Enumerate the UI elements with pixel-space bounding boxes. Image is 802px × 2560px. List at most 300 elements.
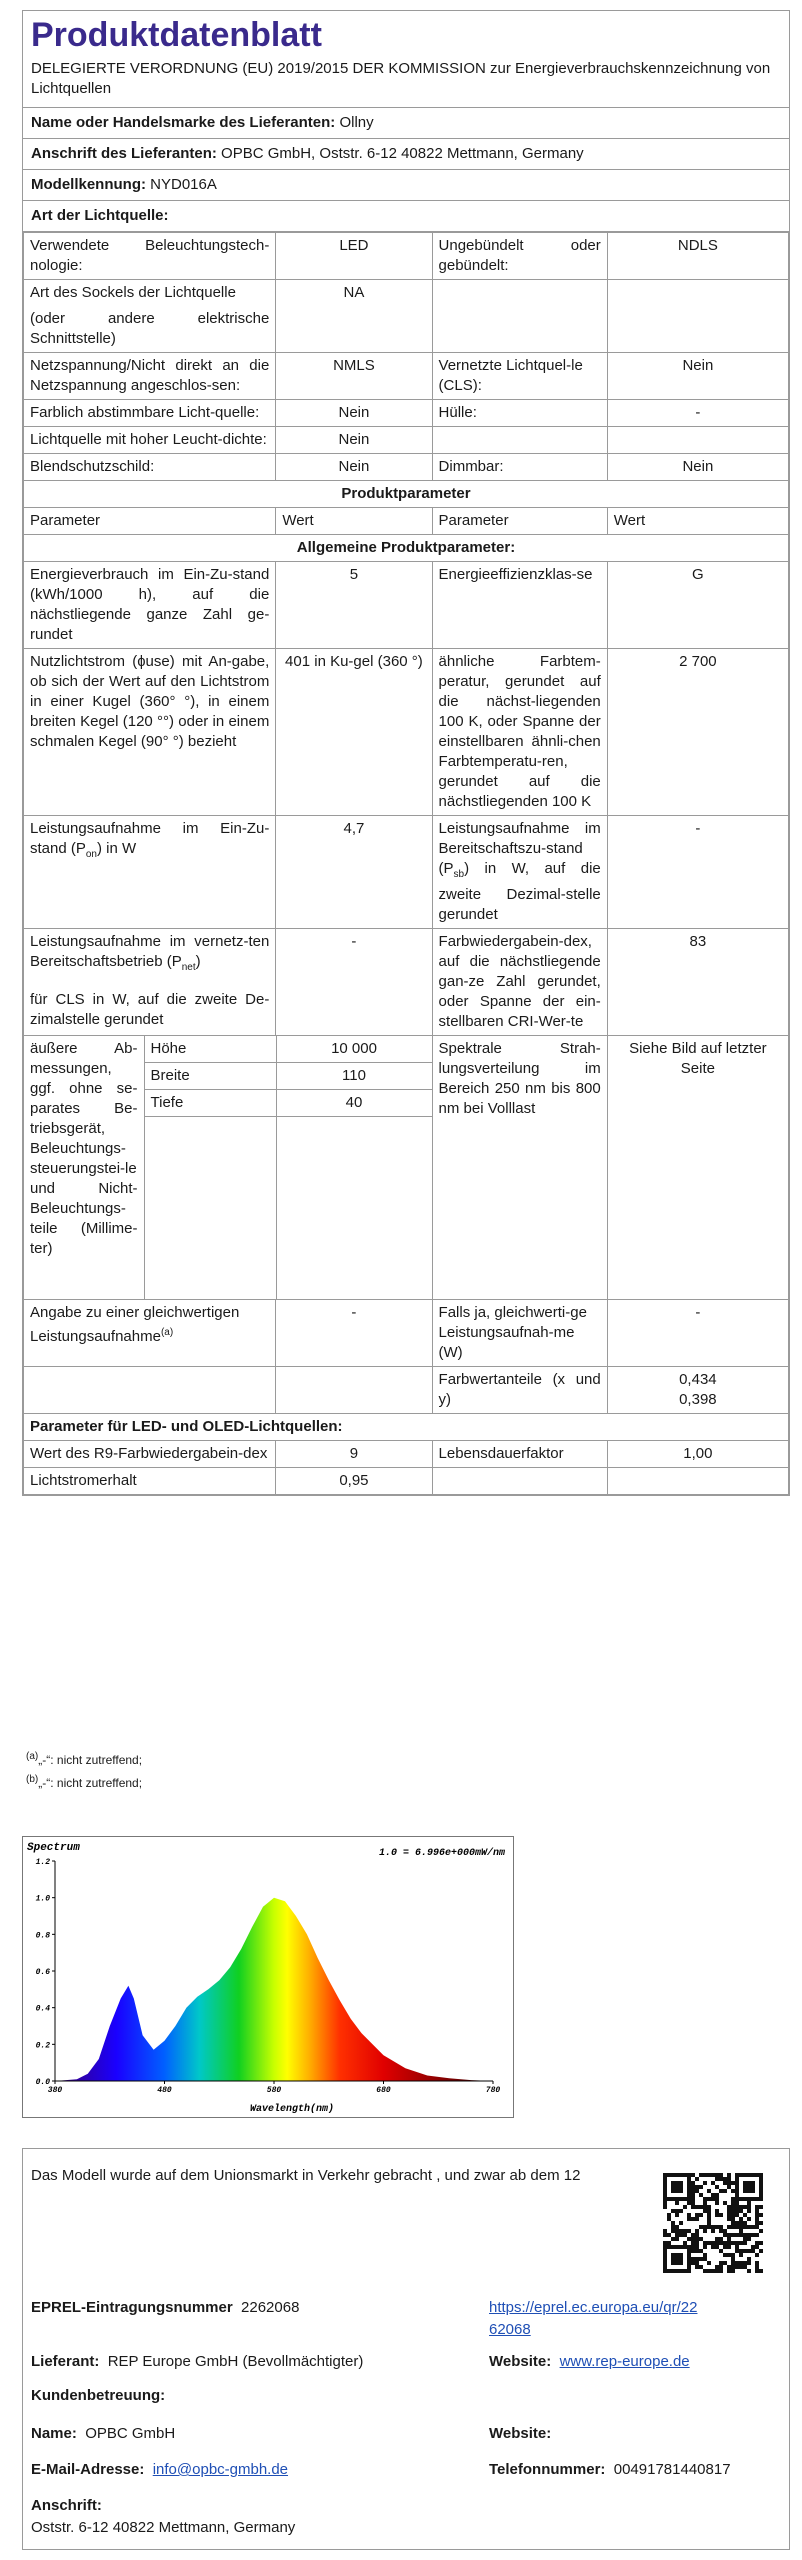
qr-module	[747, 2249, 751, 2253]
led-params-heading: Parameter für LED- und OLED-Lichtquellen:	[24, 1413, 789, 1440]
subscript: net	[181, 962, 196, 973]
qr-module	[687, 2197, 691, 2201]
qr-module	[743, 2265, 747, 2269]
networked-standby-value: -	[276, 929, 432, 1036]
qr-module	[747, 2185, 751, 2189]
energy-consumption-label: Energieverbrauch im Ein-Zu-stand (kWh/1000 h), auf die nächstliegende ganze Zahl ge-rundet	[24, 562, 276, 649]
qr-module	[695, 2189, 699, 2193]
qr-module	[691, 2189, 695, 2193]
chromaticity-label: Farbwertanteile (x und y)	[432, 1366, 607, 1413]
supplier-address-label: Anschrift des Lieferanten:	[31, 145, 217, 162]
empty-cell	[607, 1467, 788, 1494]
qr-module	[751, 2181, 755, 2185]
name-value: OPBC GmbH	[85, 2425, 176, 2442]
qr-module	[731, 2217, 735, 2221]
spectrum-chart	[22, 1836, 514, 2118]
qr-module	[687, 2257, 691, 2261]
chart-title: Spectrum	[27, 1842, 80, 1854]
qr-module	[731, 2189, 735, 2193]
qr-module	[731, 2205, 735, 2209]
qr-module	[707, 2213, 711, 2217]
qr-module	[723, 2181, 727, 2185]
qr-module	[747, 2201, 751, 2205]
qr-module	[747, 2205, 751, 2209]
qr-module	[703, 2201, 707, 2205]
x-tick-label: 680	[376, 2086, 391, 2095]
qr-module	[715, 2213, 719, 2217]
qr-module	[691, 2217, 695, 2221]
eprel-link-line1[interactable]: https://eprel.ec.europa.eu/qr/22	[489, 2299, 698, 2316]
cap-type-text: Art des Sockels der Lichtquelle	[30, 284, 236, 301]
qr-module	[703, 2257, 707, 2261]
qr-module	[667, 2173, 671, 2177]
spectral-distribution-label: Spektrale Strah-lungsverteilung im Bereich 250 nm bis 800 nm bei Volllast	[432, 1036, 607, 1300]
qr-module	[759, 2177, 763, 2181]
qr-module	[711, 2173, 715, 2177]
qr-module	[747, 2233, 751, 2237]
qr-module	[727, 2269, 731, 2273]
qr-module	[671, 2197, 675, 2201]
qr-module	[663, 2181, 667, 2185]
x-tick-label: 780	[485, 2086, 501, 2095]
qr-module	[679, 2209, 683, 2213]
qr-module	[679, 2189, 683, 2193]
qr-module	[759, 2173, 763, 2177]
qr-module	[743, 2173, 747, 2177]
tunable-value: Nein	[276, 400, 432, 427]
chromaticity-y: 0,398	[679, 1390, 717, 1408]
qr-module	[755, 2221, 759, 2225]
qr-module	[759, 2181, 763, 2185]
qr-module	[731, 2221, 735, 2225]
qr-module	[711, 2193, 715, 2197]
qr-module	[699, 2257, 703, 2261]
qr-module	[691, 2233, 695, 2237]
qr-module	[735, 2201, 739, 2205]
product-params-heading: Produktparameter	[24, 481, 789, 508]
qr-module	[675, 2253, 679, 2257]
qr-module	[731, 2181, 735, 2185]
luminous-flux-label: Nutzlichtstrom (ɸuse) mit An-gabe, ob sich der Wert auf den Lichtstrom in einer Kugel (360° °), in einem breiten Kegel (120 °°) oder in einem schmalen Kegel (90° °) bezieht	[24, 649, 276, 816]
qr-module	[719, 2265, 723, 2269]
qr-module	[735, 2173, 739, 2177]
qr-module	[703, 2181, 707, 2185]
model-value: NYD016A	[150, 176, 217, 193]
qr-module	[687, 2177, 691, 2181]
qr-module	[735, 2197, 739, 2201]
high-luminance-value: Nein	[276, 427, 432, 454]
qr-module	[679, 2197, 683, 2201]
qr-module	[675, 2213, 679, 2217]
qr-module	[711, 2269, 715, 2273]
qr-module	[663, 2189, 667, 2193]
qr-module	[715, 2269, 719, 2273]
qr-module	[695, 2229, 699, 2233]
qr-module	[699, 2225, 703, 2229]
qr-module	[691, 2197, 695, 2201]
empty-cell	[432, 280, 607, 353]
qr-module	[695, 2213, 699, 2217]
cls-value: Nein	[607, 353, 788, 400]
footnote-marker: (b)	[26, 1774, 39, 1785]
qr-module	[747, 2257, 751, 2261]
qr-module	[719, 2213, 723, 2217]
supplier-address-value: OPBC GmbH, Oststr. 6-12 40822 Mettmann, Germany	[221, 145, 584, 162]
qr-module	[715, 2185, 719, 2189]
qr-module	[687, 2193, 691, 2197]
qr-module	[755, 2213, 759, 2217]
qr-module	[747, 2209, 751, 2213]
qr-module	[671, 2269, 675, 2273]
qr-module	[719, 2237, 723, 2241]
empty-cell	[607, 280, 788, 353]
qr-module	[759, 2193, 763, 2197]
qr-module	[703, 2269, 707, 2273]
equivalent-power-w-value: -	[607, 1299, 788, 1366]
qr-module	[703, 2245, 707, 2249]
supplier-name-row	[23, 108, 789, 139]
eprel-link[interactable]	[489, 2297, 697, 2341]
name-row	[31, 2423, 175, 2445]
qr-module	[667, 2213, 671, 2217]
qr-module	[671, 2229, 675, 2233]
qr-module	[663, 2193, 667, 2197]
qr-module	[687, 2237, 691, 2241]
cct-label: ähnliche Farbtem-peratur, gerundet auf die nächst-liegenden 100 K, oder Spanne der einstellbaren ähnli-chen Farbtemperatu-ren, gerundet auf die nächstliegenden 100 K	[432, 649, 607, 816]
qr-module	[699, 2173, 703, 2177]
text: )	[195, 953, 201, 970]
qr-module	[679, 2261, 683, 2265]
qr-module	[687, 2269, 691, 2273]
qr-module	[735, 2261, 739, 2265]
footnote-text: „-“: nicht zutreffend;	[38, 1753, 143, 1767]
col-header-param: Parameter	[24, 508, 276, 535]
text: Leistungsaufnahme im Ein-Zu-stand (P	[30, 820, 270, 857]
email-link[interactable]: info@opbc-gmbh.de	[152, 2461, 289, 2478]
qr-module	[715, 2237, 719, 2241]
qr-module	[751, 2249, 755, 2253]
qr-module	[743, 2249, 747, 2253]
qr-module	[731, 2233, 735, 2237]
qr-module	[671, 2245, 675, 2249]
qr-module	[663, 2233, 667, 2237]
luminous-flux-value: 401 in Ku-gel (360 °)	[276, 649, 432, 816]
qr-module	[747, 2189, 751, 2193]
qr-module	[663, 2201, 667, 2205]
qr-module	[731, 2213, 735, 2217]
spectrum-area	[55, 1898, 493, 2081]
model-row	[23, 170, 789, 201]
qr-module	[747, 2237, 751, 2241]
qr-module	[735, 2245, 739, 2249]
footnote-text: „-“: nicht zutreffend;	[38, 1776, 143, 1790]
technology-label: Verwendete Beleuchtungstech-nologie:	[24, 233, 276, 280]
envelope-value: -	[607, 400, 788, 427]
customer-service-heading	[31, 2385, 165, 2407]
qr-module	[719, 2189, 723, 2193]
on-mode-power-value: 4,7	[276, 816, 432, 929]
plot-area	[36, 1858, 501, 2095]
eprel-value: 2262068	[241, 2299, 300, 2316]
qr-module	[663, 2269, 667, 2273]
empty-cell	[276, 1117, 432, 1299]
qr-module	[719, 2261, 723, 2265]
qr-module	[707, 2221, 711, 2225]
qr-module	[759, 2241, 763, 2245]
qr-module	[751, 2185, 755, 2189]
qr-module	[751, 2197, 755, 2201]
qr-module	[731, 2197, 735, 2201]
qr-module	[739, 2261, 743, 2265]
qr-module	[739, 2241, 743, 2245]
qr-module	[671, 2221, 675, 2225]
qr-module	[715, 2173, 719, 2177]
qr-module	[707, 2217, 711, 2221]
y-tick-label: 0.4	[35, 2004, 50, 2014]
qr-module	[731, 2209, 735, 2213]
qr-module	[759, 2185, 763, 2189]
subscript: sb	[453, 869, 465, 880]
qr-module	[671, 2253, 675, 2257]
qr-module	[723, 2229, 727, 2233]
qr-module	[739, 2209, 743, 2213]
qr-module	[695, 2245, 699, 2249]
qr-module	[759, 2249, 763, 2253]
qr-module	[711, 2229, 715, 2233]
qr-module	[747, 2261, 751, 2265]
col-header-value: Wert	[607, 508, 788, 535]
qr-module	[723, 2253, 727, 2257]
qr-module	[727, 2181, 731, 2185]
qr-module	[683, 2241, 687, 2245]
eprel-link-line2[interactable]: 62068	[489, 2321, 531, 2338]
eprel-label: EPREL-Eintragungsnummer	[31, 2299, 233, 2316]
website-row	[489, 2351, 690, 2373]
eprel-number	[31, 2297, 299, 2319]
qr-module	[755, 2233, 759, 2237]
qr-module	[687, 2253, 691, 2257]
qr-module	[695, 2185, 699, 2189]
qr-module	[671, 2185, 675, 2189]
cct-value: 2 700	[607, 649, 788, 816]
qr-module	[751, 2189, 755, 2193]
qr-module	[711, 2197, 715, 2201]
qr-module	[675, 2229, 679, 2233]
qr-module	[727, 2241, 731, 2245]
qr-module	[679, 2181, 683, 2185]
qr-module	[735, 2193, 739, 2197]
qr-module	[711, 2245, 715, 2249]
qr-module	[735, 2221, 739, 2225]
width-value: 110	[276, 1063, 432, 1090]
qr-module	[683, 2245, 687, 2249]
qr-module	[675, 2225, 679, 2229]
qr-module	[687, 2185, 691, 2189]
qr-module	[707, 2209, 711, 2213]
service-label: Kundenbetreuung:	[31, 2387, 166, 2404]
mains-value: NMLS	[276, 353, 432, 400]
qr-module	[707, 2189, 711, 2193]
qr-module	[683, 2229, 687, 2233]
equivalent-power-label	[24, 1299, 276, 1366]
qr-module	[731, 2225, 735, 2229]
qr-module	[739, 2225, 743, 2229]
subscript: on	[85, 849, 97, 860]
qr-module	[739, 2217, 743, 2221]
qr-module	[675, 2173, 679, 2177]
qr-module	[675, 2233, 679, 2237]
qr-module	[731, 2253, 735, 2257]
qr-module	[691, 2181, 695, 2185]
footnote-marker: (a)	[160, 1326, 174, 1338]
qr-module	[735, 2225, 739, 2229]
email-label: E-Mail-Adresse:	[31, 2461, 145, 2478]
qr-module	[679, 2173, 683, 2177]
energy-class-label: Energieeffizienzklas-se	[432, 562, 607, 649]
text: Leistungsaufnahme im vernetz-ten Bereitschaftsbetrieb (P	[30, 933, 270, 970]
col-header-param: Parameter	[432, 508, 607, 535]
qr-module	[675, 2189, 679, 2193]
energy-class-value: G	[607, 562, 788, 649]
equivalent-power-value: -	[276, 1299, 432, 1366]
x-tick-label: 380	[47, 2086, 63, 2095]
qr-module	[743, 2213, 747, 2217]
qr-module	[711, 2225, 715, 2229]
qr-module	[723, 2177, 727, 2181]
qr-module	[735, 2181, 739, 2185]
qr-module	[743, 2221, 747, 2225]
qr-module	[687, 2229, 691, 2233]
qr-module	[663, 2197, 667, 2201]
qr-module	[743, 2261, 747, 2265]
cls-label: Vernetzte Lichtquel-le (CLS):	[432, 353, 607, 400]
qr-module	[727, 2205, 731, 2209]
qr-module	[723, 2241, 727, 2245]
qr-module	[755, 2225, 759, 2229]
qr-module	[671, 2257, 675, 2261]
qr-module	[715, 2209, 719, 2213]
qr-module	[731, 2265, 735, 2269]
qr-module	[747, 2173, 751, 2177]
qr-module	[671, 2237, 675, 2241]
qr-module	[703, 2173, 707, 2177]
qr-module	[663, 2253, 667, 2257]
qr-module	[715, 2177, 719, 2181]
standby-power-value: -	[607, 816, 788, 929]
qr-module	[743, 2189, 747, 2193]
qr-module	[663, 2205, 667, 2209]
empty-cell	[432, 427, 607, 454]
qr-module	[679, 2245, 683, 2249]
chart-annotation: 1.0 = 6.996e+000mW/nm	[378, 1848, 505, 1859]
qr-module	[747, 2181, 751, 2185]
qr-module	[687, 2173, 691, 2177]
qr-module	[735, 2177, 739, 2181]
qr-module	[671, 2173, 675, 2177]
qr-module	[671, 2209, 675, 2213]
qr-module	[699, 2237, 703, 2241]
qr-module	[687, 2217, 691, 2221]
market-date-text: Das Modell wurde auf dem Unionsmarkt in Verkehr gebracht , und zwar ab dem 12	[31, 2167, 581, 2184]
qr-module	[663, 2265, 667, 2269]
lumen-maintenance-value: 0,95	[276, 1467, 432, 1494]
regulation-subtitle: DELEGIERTE VERORDNUNG (EU) 2019/2015 DER KOMMISSION zur Energieverbrauchskennzeichnung von Lichtquellen	[23, 57, 789, 108]
footnote-marker: (a)	[26, 1751, 39, 1762]
qr-module	[699, 2265, 703, 2269]
supplier-name-label: Name oder Handelsmarke des Lieferanten:	[31, 114, 336, 131]
y-tick-label: 0.0	[35, 2078, 50, 2087]
qr-module	[711, 2181, 715, 2185]
qr-module	[759, 2229, 763, 2233]
footnote-a	[24, 1745, 784, 1768]
empty-cell	[607, 427, 788, 454]
qr-module	[691, 2193, 695, 2197]
address-row	[31, 2495, 295, 2539]
x-tick-label: 580	[266, 2086, 282, 2095]
qr-module	[695, 2261, 699, 2265]
qr-module	[755, 2205, 759, 2209]
qr-module	[735, 2249, 739, 2253]
qr-module	[703, 2209, 707, 2213]
qr-module	[667, 2197, 671, 2201]
qr-module	[695, 2241, 699, 2245]
qr-module	[759, 2189, 763, 2193]
qr-module	[667, 2233, 671, 2237]
text: Angabe zu einer gleichwertigen Leistungsaufnahme	[30, 1303, 240, 1345]
qr-module	[695, 2217, 699, 2221]
qr-module	[759, 2205, 763, 2209]
qr-module	[703, 2205, 707, 2209]
empty-cell	[144, 1117, 276, 1299]
lumen-maintenance-label: Lichtstromerhalt	[24, 1467, 276, 1494]
cri-value: 83	[607, 929, 788, 1036]
website-label: Website:	[489, 2353, 552, 2370]
qr-module	[751, 2245, 755, 2249]
qr-module	[755, 2265, 759, 2269]
dimmable-value: Nein	[607, 454, 788, 481]
supplier-value: REP Europe GmbH (Bevollmächtigter)	[107, 2353, 364, 2370]
qr-module	[739, 2221, 743, 2225]
light-type-heading: Art der Lichtquelle:	[23, 201, 789, 232]
light-type-table	[23, 232, 789, 1495]
y-tick-label: 0.2	[35, 2041, 50, 2051]
qr-module	[723, 2189, 727, 2193]
qr-module	[747, 2217, 751, 2221]
qr-module	[743, 2185, 747, 2189]
qr-module	[707, 2261, 711, 2265]
qr-module	[743, 2205, 747, 2209]
website-link[interactable]: www.rep-europe.de	[559, 2353, 690, 2370]
qr-module	[731, 2257, 735, 2261]
qr-module	[731, 2269, 735, 2273]
qr-module	[679, 2221, 683, 2225]
qr-module	[695, 2205, 699, 2209]
qr-module	[675, 2237, 679, 2241]
qr-module	[683, 2233, 687, 2237]
qr-module	[727, 2265, 731, 2269]
qr-module	[743, 2237, 747, 2241]
qr-module	[755, 2261, 759, 2265]
qr-module	[739, 2205, 743, 2209]
qr-module	[675, 2201, 679, 2205]
qr-module	[683, 2205, 687, 2209]
qr-module	[727, 2245, 731, 2249]
address-value: Oststr. 6-12 40822 Mettmann, Germany	[31, 2519, 296, 2536]
qr-module	[747, 2225, 751, 2229]
qr-module	[667, 2269, 671, 2273]
qr-module	[683, 2173, 687, 2177]
qr-module	[707, 2225, 711, 2229]
